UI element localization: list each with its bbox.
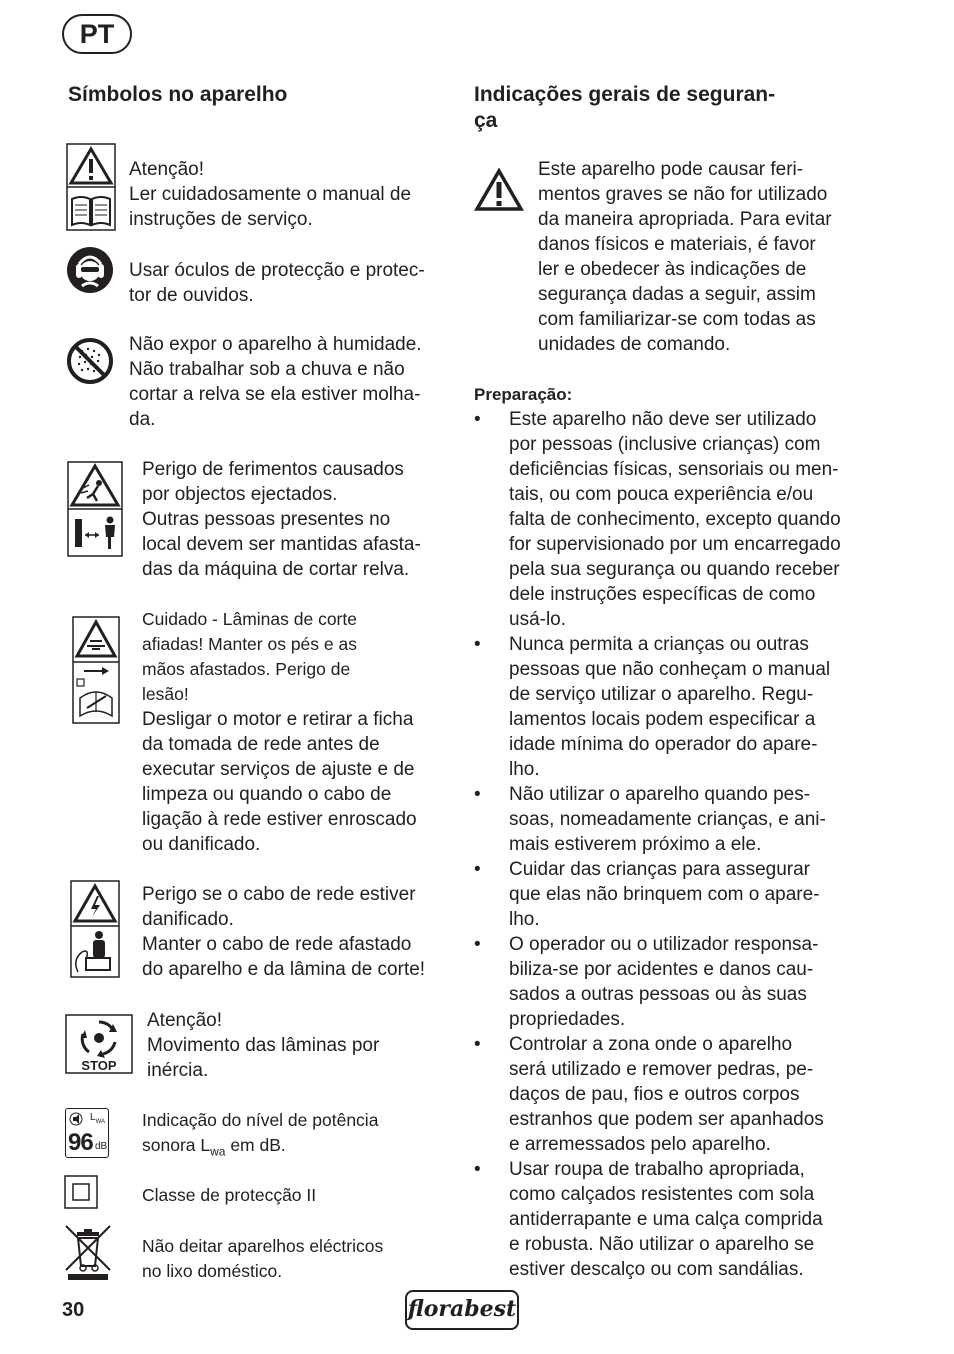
list-item: • Cuidar das crianças para assegurar que elas não brinquem com o apare- lho. <box>474 857 874 932</box>
ejected-objects-icon <box>67 461 123 557</box>
protection-class-ii-icon <box>64 1175 98 1209</box>
sound-power-level-icon <box>65 1108 109 1158</box>
goggles-ear-protection-icon <box>66 246 114 294</box>
symbol-text-ejected: Perigo de ferimentos causados por objectos ejectados. Outras pessoas presentes no local devem ser mantidas afasta- das da máquina de cortar relva. <box>142 459 421 580</box>
symbol-text-noise: Indicação do nível de potência sonora $L_{wa}$ em dB. <box>142 1110 379 1159</box>
symbol-text-disposal: Não deitar aparelhos eléctricos no lixo doméstico. <box>142 1236 384 1281</box>
noise-unit: dB <box>95 1141 108 1152</box>
brand-logo: florabest <box>405 1290 519 1330</box>
list-item: • Controlar a zona onde o aparelho será utilizado e remover pedras, pe- daços de pau, fios e outros corpos estranhos que podem ser apanhados e arremessados pelo aparelho. <box>474 1032 874 1157</box>
crossed-bin-icon <box>64 1224 112 1282</box>
preparation-list <box>474 407 874 1282</box>
list-item: • O operador ou o utilizador responsa- biliza-se por acidentes e danos cau- sados a outras pessoas ou às suas propriedades. <box>474 932 874 1032</box>
symbol-text-blades: Cuidado - Lâminas de corte afiadas! Manter os pés e as mãos afastados. Perigo de lesão! Desligar o motor e retirar a ficha da tomada de rede antes de executar serviços de ajuste e de limpeza ou quando o cabo de ligação à rede estiver enroscado ou danificado. <box>142 609 417 855</box>
noise-icon-label: $L_{WA}$ <box>90 1112 106 1125</box>
symbol-text-inertia: Atenção! Movimento das lâminas por inércia. <box>147 1010 380 1081</box>
symbol-text-manual: Atenção! Ler cuidadosamente o manual de instruções de serviço. <box>129 159 412 230</box>
noise-value: 96 <box>68 1129 93 1156</box>
symbol-text-humidity: Não expor o aparelho à humidade. Não trabalhar sob a chuva e não cortar a relva se ela estiver molha- da. <box>129 334 422 430</box>
list-item: • Este aparelho não deve ser utilizado por pessoas (inclusive crianças) com deficiências físicas, sensoriais ou men- tais, ou com pouca experiência e/ou falta de conhecimento, excepto quando for supervisionado por um encarregado pela sua segurança ou quando receber dele instruções específicas de como usá-lo. <box>474 407 874 632</box>
list-item: • Nunca permita a crianças ou outras pessoas que não conheçam o manual de serviço utilizar o aparelho. Regu- lamentos locais podem especificar a idade mínima do operador do apare- lho. <box>474 632 874 782</box>
right-section-title: Indicações gerais de seguran- ça <box>474 83 776 132</box>
warning-icon <box>474 168 524 212</box>
symbol-text-class-ii: Classe de protecção II <box>142 1185 317 1205</box>
blade-inertia-stop-icon <box>65 1014 133 1074</box>
list-item: • Não utilizar o aparelho quando pes- soas, nomeadamente crianças, e ani- mais estiverem próximo a ele. <box>474 782 874 857</box>
electric-cable-hazard-icon <box>70 880 120 978</box>
stop-label: STOP <box>81 1058 117 1073</box>
left-section-title: Símbolos no aparelho <box>68 83 288 106</box>
preparation-heading: Preparação: <box>474 385 573 404</box>
sharp-blades-unplug-icon <box>72 616 120 724</box>
page-number: 30 <box>62 1299 85 1321</box>
language-badge: PT <box>62 14 132 54</box>
warning-manual-icon <box>66 143 116 231</box>
no-rain-icon <box>66 337 114 385</box>
safety-intro-text: Este aparelho pode causar feri- mentos graves se não for utilizado da maneira apropriada. Para evitar danos físicos e materiais, é favor ler e obedecer às indicações de segurança dadas a seguir, assim com familiarizar-se com todas as unidades de comando. <box>538 159 832 355</box>
symbol-text-cable: Perigo se o cabo de rede estiver danificado. Manter o cabo de rede afastado do aparelho e da lâmina de corte! <box>142 884 426 980</box>
speaker-icon <box>69 1112 83 1126</box>
list-item: • Usar roupa de trabalho apropriada, como calçados resistentes com sola antiderrapante e uma calça comprida e robusta. Não utilizar o aparelho se estiver descalço ou com sandálias. <box>474 1157 874 1282</box>
symbol-text-protection: Usar óculos de protecção e protec- tor de ouvidos. <box>129 260 425 306</box>
